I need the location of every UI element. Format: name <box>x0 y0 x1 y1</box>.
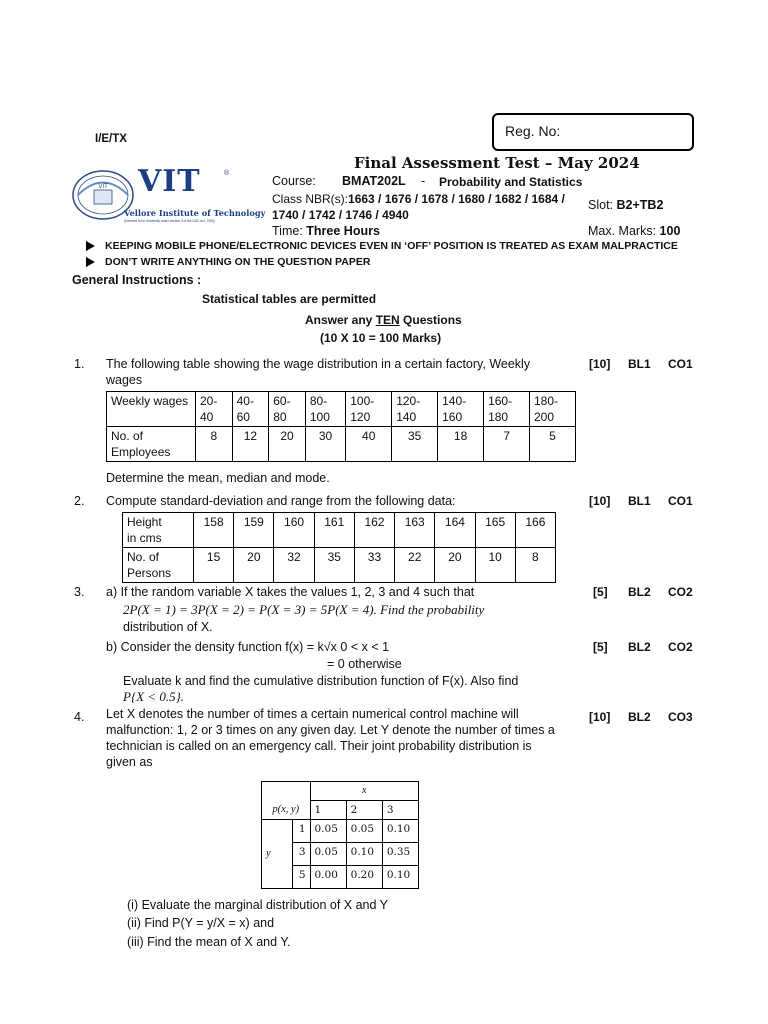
q4-number: 4. <box>74 710 85 724</box>
table-cell: 40- 60 <box>232 392 269 427</box>
table-cell: 20 <box>435 548 475 583</box>
table-cell: 160 <box>274 513 314 548</box>
table-cell: No. of Persons <box>123 548 194 583</box>
table-cell: 140- 160 <box>438 392 484 427</box>
table-cell: 160- 180 <box>484 392 530 427</box>
table-cell: Weekly wages <box>107 392 196 427</box>
table-cell: 5 <box>530 427 576 462</box>
height-table <box>122 512 556 583</box>
class-nbr-values-2: 1740 / 1742 / 1746 / 4940 <box>272 208 409 222</box>
table-cell: 8 <box>515 548 555 583</box>
warning-1: KEEPING MOBILE PHONE/ELECTRONIC DEVICES EVEN IN ‘OFF’ POSITION IS TREATED AS EXAM MALPRACTICE <box>86 240 678 252</box>
table-cell: 180- 200 <box>530 392 576 427</box>
wage-table <box>106 391 576 462</box>
table-row <box>123 513 556 548</box>
q2-co: CO1 <box>668 494 693 508</box>
table-cell: 2 <box>346 801 382 820</box>
q1-text-line2: wages <box>106 373 143 387</box>
table-cell: No. of Employees <box>107 427 196 462</box>
table-cell: 0.35 <box>382 843 418 866</box>
q3b-line2: = 0 otherwise <box>327 657 402 671</box>
slot-value: B2+TB2 <box>616 198 664 212</box>
q3a-line3: distribution of X. <box>123 620 213 634</box>
time-label: Time: <box>272 224 303 238</box>
table-cell: 163 <box>395 513 435 548</box>
tables-note: Statistical tables are permitted <box>202 292 377 306</box>
course-label: Course: <box>272 174 316 188</box>
table-cell: 18 <box>438 427 484 462</box>
table-cell: 8 <box>196 427 233 462</box>
table-row <box>262 820 419 843</box>
table-cell: 0.00 <box>310 866 346 889</box>
course-dash: - <box>421 174 426 188</box>
table-cell: 40 <box>346 427 392 462</box>
max-marks-label: Max. Marks: <box>588 224 657 238</box>
table-head-cell: p(x, y) <box>262 782 311 820</box>
table-cell: 120- 140 <box>392 392 438 427</box>
course-name: Probability and Statistics <box>439 175 583 189</box>
q3b-marks: [5] <box>593 640 608 654</box>
x-label: x <box>310 782 419 801</box>
q1-instruction: Determine the mean, median and mode. <box>106 471 330 485</box>
logo-tagline: (Deemed to be University under section 3 of the UGC Act, 1956) <box>124 219 215 223</box>
table-cell: 0.05 <box>346 820 382 843</box>
svg-text:VIT: VIT <box>98 183 108 190</box>
q2-bl: BL1 <box>628 494 651 508</box>
vit-logo <box>72 164 266 223</box>
exam-title: Final Assessment Test – May 2024 <box>354 154 640 172</box>
table-cell: 20- 40 <box>196 392 233 427</box>
y-label: y <box>262 820 293 889</box>
table-cell: 0.10 <box>382 820 418 843</box>
q1-text-line1: The following table showing the wage distribution in a certain factory, Weekly <box>106 357 531 371</box>
table-row <box>262 782 419 801</box>
table-cell: 1 <box>293 820 311 843</box>
table-cell: 165 <box>475 513 515 548</box>
q4-co: CO3 <box>668 710 693 724</box>
table-cell: 30 <box>305 427 345 462</box>
q3-number: 3. <box>74 585 85 599</box>
table-row <box>107 427 576 462</box>
table-cell: 20 <box>234 548 274 583</box>
q3a-co: CO2 <box>668 585 693 599</box>
reg-no-box <box>492 113 694 151</box>
table-row <box>107 392 576 427</box>
table-cell: 10 <box>475 548 515 583</box>
q4-line2: malfunction: 1, 2 or 3 times on any given day. Let Y denote the number of times a <box>106 723 555 737</box>
q3a-bl: BL2 <box>628 585 651 599</box>
q4-sub-ii: (ii) Find P(Y = y/X = x) and <box>127 916 275 930</box>
table-cell: 0.20 <box>346 866 382 889</box>
table-cell: 32 <box>274 548 314 583</box>
table-cell: 162 <box>354 513 394 548</box>
table-cell: 20 <box>269 427 306 462</box>
table-cell: 60- 80 <box>269 392 306 427</box>
answer-instruction: Answer any TEN Questions <box>305 313 462 327</box>
paper-code: I/E/TX <box>95 133 127 145</box>
table-cell: 7 <box>484 427 530 462</box>
slot-label: Slot: <box>588 198 614 212</box>
q1-number: 1. <box>74 357 85 371</box>
q2-number: 2. <box>74 494 85 508</box>
general-instructions-heading: General Instructions : <box>72 273 202 287</box>
table-cell: 3 <box>293 843 311 866</box>
course-code: BMAT202L <box>342 174 406 188</box>
table-cell: 161 <box>314 513 354 548</box>
time-value: Three Hours <box>306 224 380 238</box>
logo-text: VIT <box>138 164 201 199</box>
q3b-line1: b) Consider the density function f(x) = k√x 0 < x < 1 <box>106 640 390 654</box>
joint-probability-table <box>261 781 419 889</box>
table-cell: 15 <box>194 548 234 583</box>
marks-formula: (10 X 10 = 100 Marks) <box>320 331 442 345</box>
q4-marks: [10] <box>589 710 611 724</box>
table-cell: 159 <box>234 513 274 548</box>
table-cell: 1 <box>310 801 346 820</box>
max-marks-value: 100 <box>659 224 681 238</box>
reg-no-label: Reg. No: <box>505 123 561 139</box>
table-cell: 164 <box>435 513 475 548</box>
q4-bl: BL2 <box>628 710 651 724</box>
table-cell: 80- 100 <box>305 392 345 427</box>
arrow-bullet-icon <box>86 257 95 267</box>
slot <box>588 198 663 212</box>
warning-2: DON’T WRITE ANYTHING ON THE QUESTION PAPER <box>86 256 370 268</box>
time <box>272 224 380 238</box>
table-cell: 3 <box>382 801 418 820</box>
q3b-co: CO2 <box>668 640 693 654</box>
table-cell: Height in cms <box>123 513 194 548</box>
class-nbr-label: Class NBR(s): <box>272 192 349 206</box>
q2-text: Compute standard-deviation and range from the following data: <box>106 494 456 508</box>
table-cell: 22 <box>395 548 435 583</box>
q1-bl: BL1 <box>628 357 651 371</box>
q3a-line1: a) If the random variable X takes the values 1, 2, 3 and 4 such that <box>106 585 475 599</box>
q2-marks: [10] <box>589 494 611 508</box>
q4-line4: given as <box>106 755 153 769</box>
q1-co: CO1 <box>668 357 693 371</box>
table-cell: 5 <box>293 866 311 889</box>
max-marks <box>588 224 680 238</box>
arrow-bullet-icon <box>86 241 95 251</box>
table-cell: 100- 120 <box>346 392 392 427</box>
logo-registered: ® <box>224 170 230 177</box>
table-cell: 35 <box>314 548 354 583</box>
table-cell: 166 <box>515 513 555 548</box>
logo-subtitle: Vellore Institute of Technology <box>124 208 266 218</box>
class-nbr-values-1: 1663 / 1676 / 1678 / 1680 / 1682 / 1684 / <box>348 192 565 206</box>
table-row <box>123 548 556 583</box>
q4-line3: technician is called on an emergency call. Their joint probability distribution is <box>106 739 532 753</box>
class-nbr <box>272 192 565 206</box>
q4-sub-iii: (iii) Find the mean of X and Y. <box>127 935 291 949</box>
table-cell: 12 <box>232 427 269 462</box>
q1-marks: [10] <box>589 357 611 371</box>
q3b-line3: Evaluate k and find the cumulative distribution function of F(x). Also find <box>123 674 519 688</box>
q3a-line2: 2P(X = 1) = 3P(X = 2) = P(X = 3) = 5P(X = 4). Find the probability <box>123 602 485 617</box>
table-cell: 0.10 <box>346 843 382 866</box>
table-cell: 0.05 <box>310 820 346 843</box>
table-cell: 0.10 <box>382 866 418 889</box>
table-cell: 33 <box>354 548 394 583</box>
table-cell: 158 <box>194 513 234 548</box>
q3a-marks: [5] <box>593 585 608 599</box>
table-cell: 35 <box>392 427 438 462</box>
q4-line1: Let X denotes the number of times a certain numerical control machine will <box>106 707 519 721</box>
q4-sub-i: (i) Evaluate the marginal distribution of X and Y <box>127 898 389 912</box>
table-cell: 0.05 <box>310 843 346 866</box>
q3b-bl: BL2 <box>628 640 651 654</box>
q3b-line4: P{X < 0.5}. <box>123 689 185 704</box>
